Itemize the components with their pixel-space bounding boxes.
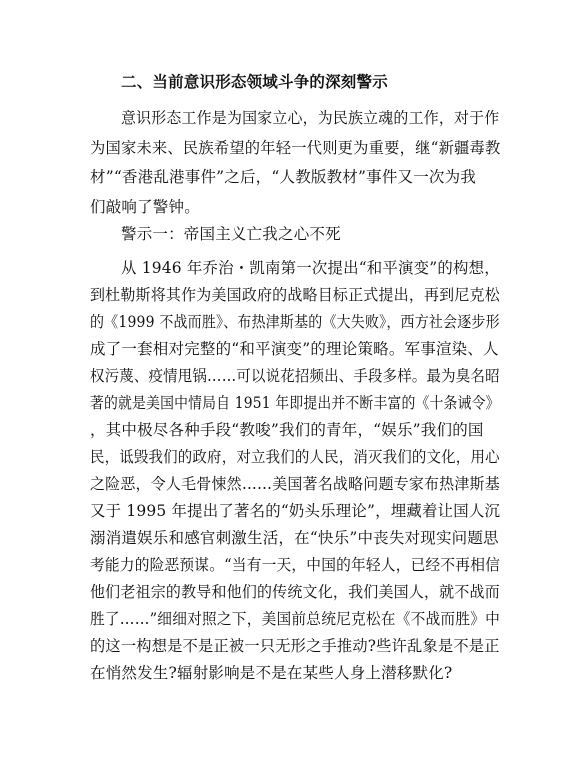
paragraph-line: 的这一构想是不是正被一只无形之手推动?些许乱象是不是正 bbox=[90, 637, 500, 655]
paragraph-line: 胜了……”细细对照之下，美国前总统尼克松在《不战而胜》中 bbox=[90, 610, 500, 628]
paragraph-line: 在悄然发生?辐射影响是不是在某些人身上潜移默化? bbox=[90, 664, 453, 682]
paragraph-line: 成了一套相对完整的“和平演变”的理论策略。军事渲染、人 bbox=[90, 340, 499, 358]
paragraph-line: 权污蔑、疫情甩锅……可以说花招频出、手段多样。最为臭名昭 bbox=[90, 367, 500, 385]
paragraph-line: 考能力的险恶预谋。“当有一天，中国的年轻人，已经不再相信 bbox=[90, 556, 500, 574]
paragraph-line: 材”“香港乱港事件”之后，“人教版教材”事件又一次为我 bbox=[90, 168, 477, 186]
paragraph-line: 从 1946 年乔治・凯南第一次提出“和平演变”的构想， bbox=[121, 259, 500, 277]
paragraph-line: 溺消遣娱乐和感官刺激生活，在“快乐”中丧失对现实问题思 bbox=[90, 529, 499, 547]
paragraph-line: 他们老祖宗的教导和他们的传统文化，我们美国人，就不战而 bbox=[90, 583, 500, 601]
paragraph-line: 之险恶，令人毛骨悚然……美国著名战略问题专家布热津斯基 bbox=[90, 475, 500, 493]
paragraph-line: 到杜勒斯将其作为美国政府的战略目标正式提出，再到尼克松 bbox=[90, 286, 500, 304]
paragraph-line: 们敲响了警钟。 bbox=[90, 198, 200, 216]
paragraph-line: 又于 1995 年提出了著名的“奶头乐理论”，埋藏着让国人沉 bbox=[90, 502, 501, 520]
paragraph-line: 意识形态工作是为国家立心，为民族立魂的工作，对于作 bbox=[121, 109, 500, 127]
section-heading: 二、当前意识形态领域斗争的深刻警示 bbox=[121, 72, 388, 91]
paragraph-line: ，其中极尽各种手段“教唆”我们的青年，“娱乐”我们的国 bbox=[90, 421, 484, 439]
paragraph-line: 为国家未来、民族希望的年轻一代则更为重要，继“新疆毒教 bbox=[90, 139, 501, 157]
subheading: 警示一：帝国主义亡我之心不死 bbox=[121, 225, 341, 243]
paragraph-line: 著的就是美国中情局自 1951 年即提出并不断丰富的《十条诫令》 bbox=[90, 394, 500, 412]
paragraph-line: 民，诋毁我们的政府，对立我们的人民，消灭我们的文化，用心 bbox=[90, 448, 500, 466]
paragraph-line: 的《1999 不战而胜》、布热津斯基的《大失败》，西方社会逐步形 bbox=[90, 313, 500, 331]
